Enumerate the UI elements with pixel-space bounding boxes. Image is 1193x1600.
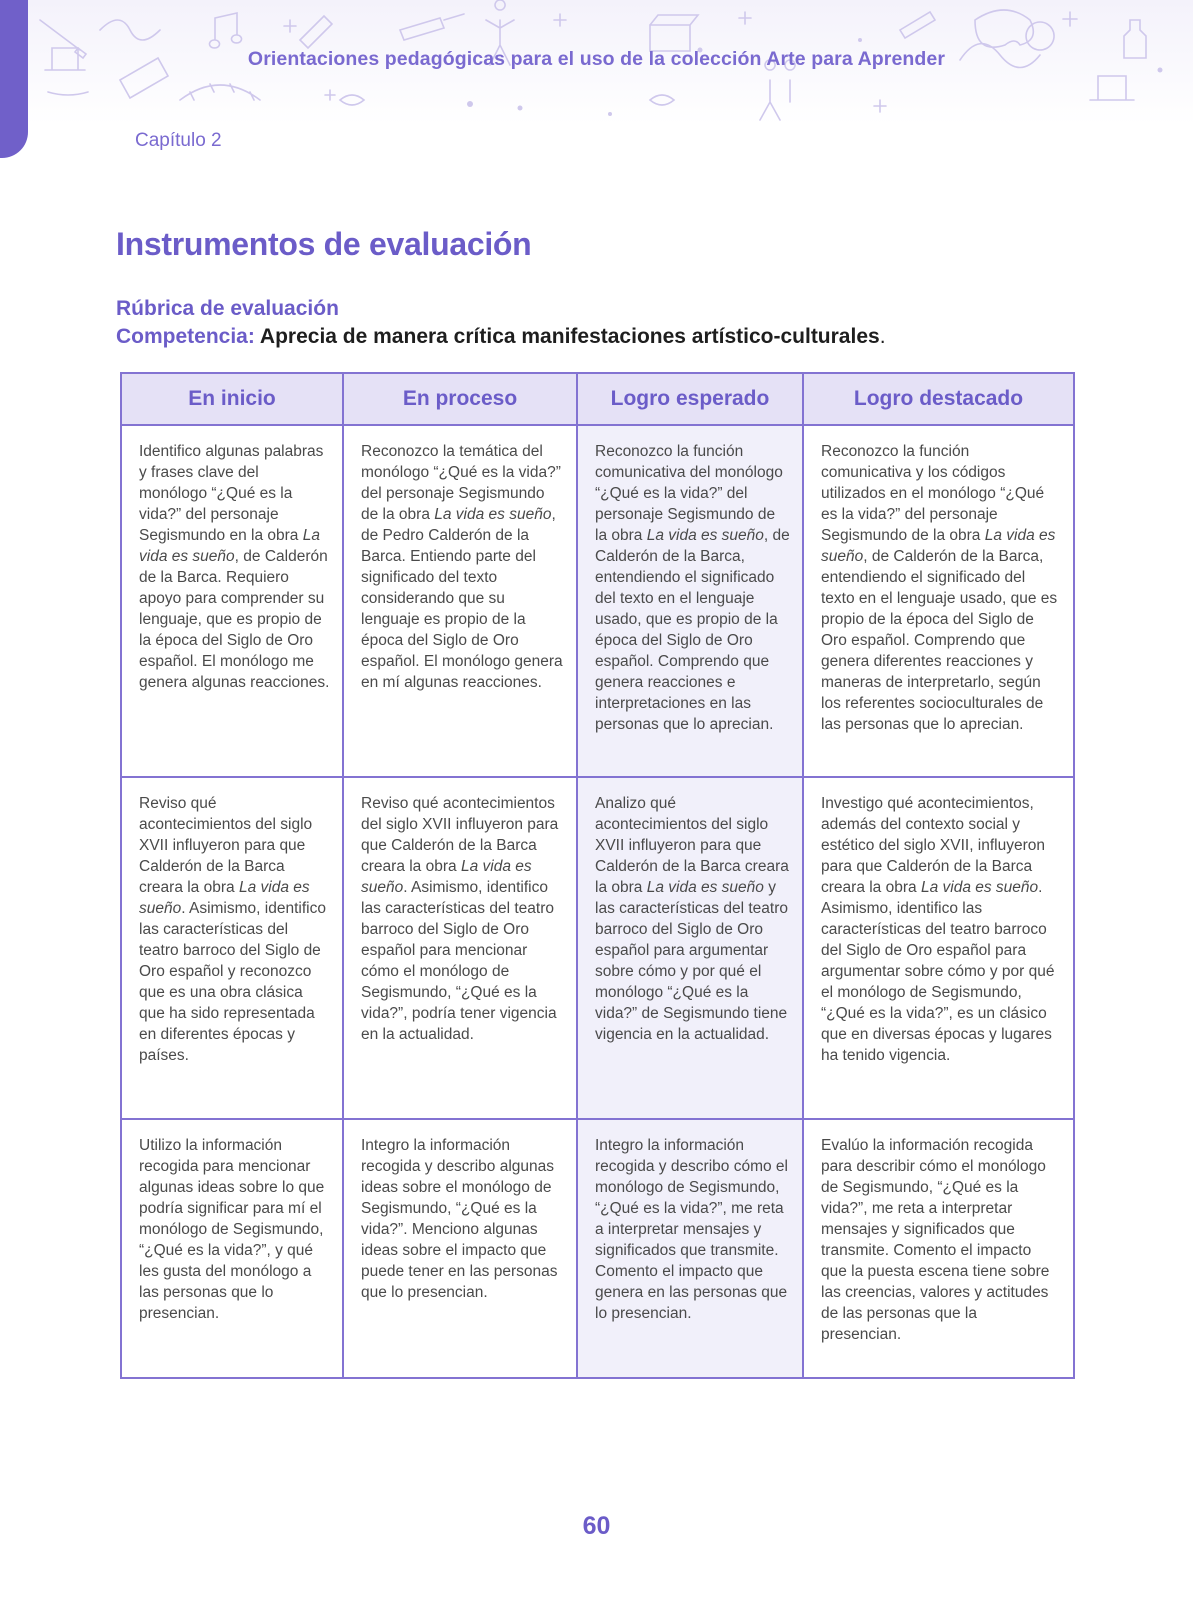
cell-text: Evalúo la información recogida para describir cómo el monólogo de Segismundo, “¿Qué es la vida?”, me reta a interpretar mensajes y significados que transmite. Comento el impacto que la puesta escena tiene sobre las creencias, valores y actitudes de las personas que la presencian.: [821, 1137, 1050, 1343]
header-band: [0, 0, 1193, 125]
table-cell: [121, 425, 343, 777]
cell-text: Utilizo la información recogida para mencionar algunas ideas sobre lo que podría significar para mí el monólogo de Segismundo, “¿Qué es la vida?”, y qué les gusta del monólogo a las personas que lo presencian.: [139, 1137, 325, 1322]
table-cell: [343, 425, 577, 777]
competency-line: [116, 325, 886, 349]
work-title-italic: La vida es sueño: [434, 506, 552, 523]
table-cell: [343, 777, 577, 1119]
header-logro-destacado: Logro destacado: [803, 373, 1074, 425]
table-row: [121, 1119, 1074, 1378]
table-cell: [577, 425, 803, 777]
cell-text: Analizo qué acontecimientos del siglo XVII influyeron para que Calderón de la Barca creara la obra: [595, 795, 789, 896]
cell-text: Reconozco la función comunicativa y los códigos utilizados en el monólogo “¿Qué es la vida?” del personaje Segismundo de la obra: [821, 443, 1045, 544]
cell-text: Integro la información recogida y describo algunas ideas sobre el monólogo de Segismundo, “¿Qué es la vida?”. Menciono algunas ideas sobre el impacto que puede tener en las personas que lo presencian.: [361, 1137, 558, 1301]
competency-label: Competencia:: [116, 325, 255, 348]
book-title: Orientaciones pedagógicas para el uso de la colección Arte para Aprender: [247, 48, 946, 70]
chapter-side-tab: [0, 0, 28, 158]
header-logro-esperado: Logro esperado: [577, 373, 803, 425]
table-row: [121, 425, 1074, 777]
table-cell: [343, 1119, 577, 1378]
cell-text: Identifico algunas palabras y frases clave del monólogo “¿Qué es la vida?” del personaje Segismundo en la obra: [139, 443, 324, 544]
rubric-header-row: [121, 373, 1074, 425]
cell-text: , de Calderón de la Barca, entendiendo el significado del texto en el lenguaje usado, que es propio de la época del Siglo de Oro español. Comprendo que genera diferentes reacciones y maneras de interpretarlo, según los referentes socioculturales de las personas que lo aprecian.: [821, 548, 1058, 733]
cell-text: . Asimismo, identifico las características del teatro barroco del Siglo de Oro español para argumentar sobre cómo y por qué el monólogo de Segismundo, “¿Qué es la vida?”, es un clásico que en diversas épocas y lugares ha tenido vigencia.: [821, 879, 1055, 1064]
competency-text: Aprecia de manera crítica manifestaciones artístico-culturales: [259, 325, 880, 348]
work-title-italic: La vida es sueño: [361, 858, 532, 896]
competency-end: .: [879, 325, 886, 348]
table-cell: [577, 1119, 803, 1378]
table-cell: [803, 1119, 1074, 1378]
cell-text: Investigo qué acontecimientos, además del contexto social y estético del siglo XVII, influyeron para que Calderón de la Barca creara la obra: [821, 795, 1046, 896]
table-cell: [577, 777, 803, 1119]
work-title-italic: La vida es sueño: [139, 527, 320, 565]
cell-text: Reconozco la función comunicativa del monólogo “¿Qué es la vida?” del personaje Segismundo de la obra: [595, 443, 783, 544]
rubric-table: [120, 372, 1075, 1379]
table-cell: [803, 425, 1074, 777]
page-number: 60: [582, 1512, 611, 1540]
cell-text: Reviso qué acontecimientos del siglo XVII influyeron para que Calderón de la Barca creara la obra: [139, 795, 313, 896]
header-en-inicio: En inicio: [121, 373, 343, 425]
cell-text: Integro la información recogida y describo cómo el monólogo de Segismundo, “¿Qué es la vida?”, me reta a interpretar mensajes y significados que transmite. Comento el impacto que genera en las personas que lo presencian.: [595, 1137, 788, 1322]
rubric-label: Rúbrica de evaluación: [116, 297, 339, 320]
cell-text: . Asimismo, identifico las características del teatro barroco del Siglo de Oro español y reconozco que es una obra clásica que ha sido representada en diferentes épocas y países.: [139, 900, 326, 1064]
cell-text: Reconozco la temática del monólogo “¿Qué es la vida?” del personaje Segismundo de la obra: [361, 443, 561, 523]
cell-text: , de Calderón de la Barca. Requiero apoyo para comprender su lenguaje, que es propio de la época del Siglo de Oro español. El monólogo me genera algunas reacciones.: [139, 548, 330, 691]
work-title-italic: La vida es sueño: [920, 879, 1039, 896]
table-cell: [121, 1119, 343, 1378]
cell-text: y las características del teatro barroco del Siglo de Oro español para argumentar sobre cómo y por qué el monólogo “¿Qué es la vida?” de Segismundo tiene vigencia en la actualidad.: [595, 879, 788, 1043]
work-title-italic: La vida es sueño: [821, 527, 1056, 565]
work-title-italic: La vida es sueño: [139, 879, 310, 917]
cell-text: Reviso qué acontecimientos del siglo XVII influyeron para que Calderón de la Barca creara la obra: [361, 795, 559, 875]
work-title-italic: La vida es sueño: [646, 527, 764, 544]
cell-text: , de Pedro Calderón de la Barca. Entiendo parte del significado del texto considerando que su lenguaje es propio de la época del Siglo de Oro español. El monólogo genera en mí algunas reacciones.: [361, 506, 563, 691]
header-en-proceso: En proceso: [343, 373, 577, 425]
chapter-label: Capítulo 2: [135, 130, 222, 151]
cell-text: . Asimismo, identifico las características del teatro barroco del Siglo de Oro español para mencionar cómo el monólogo de Segismundo, “¿Qué es la vida?”, podría tener vigencia en la actualidad.: [361, 879, 557, 1043]
work-title-italic: La vida es sueño: [646, 879, 764, 896]
table-cell: [121, 777, 343, 1119]
page-heading: Instrumentos de evaluación: [116, 226, 532, 262]
cell-text: , de Calderón de la Barca, entendiendo el significado del texto en el lenguaje usado, que es propio de la época del Siglo de Oro español. Comprendo que genera reacciones e interpretaciones en las personas que lo aprecian.: [595, 527, 790, 733]
table-row: [121, 777, 1074, 1119]
table-cell: [803, 777, 1074, 1119]
